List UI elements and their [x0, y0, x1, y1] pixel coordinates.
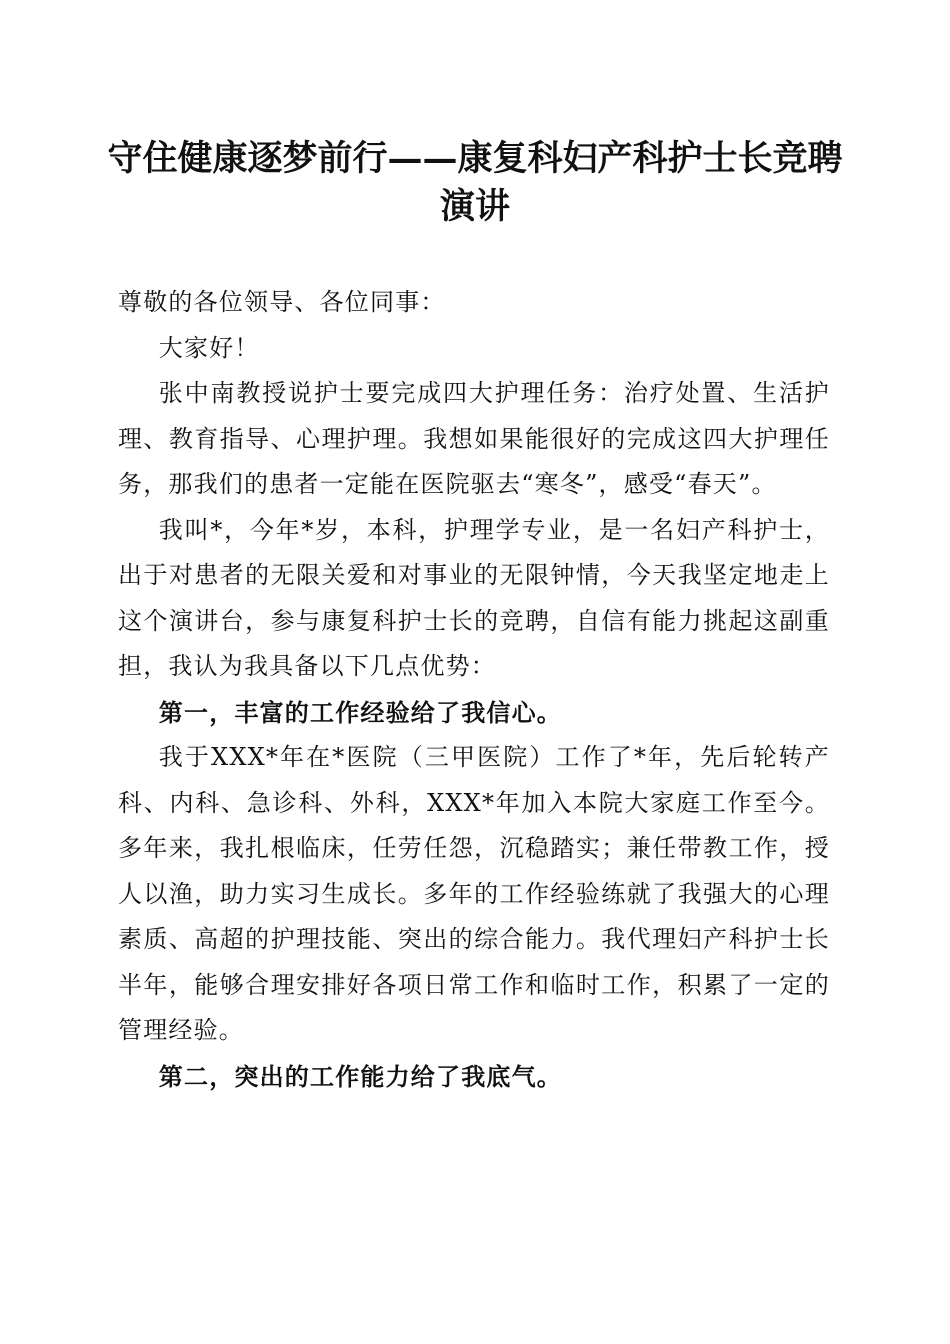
heading-first-advantage: 第一，丰富的工作经验给了我信心。 [158, 697, 562, 727]
document-title: 守住健康逐梦前行——康复科妇产科护士长竞聘演讲 [107, 138, 843, 227]
paragraph-greeting: 大家好！ [158, 333, 260, 362]
document-body [118, 280, 830, 1099]
paragraph-nursing-tasks: 张中南教授说护士要完成四大护理任务：治疗处置、生活护理、教育指导、心理护理。我想如果能很好的完成这四大护理任务，那我们的患者一定能在医院驱去“寒冬”，感受“春天”。 [118, 379, 830, 498]
paragraph-self-introduction: 我叫*，今年*岁，本科，护理学专业，是一名妇产科护士，出于对患者的无限关爱和对事业的无限钟情，今天我坚定地走上这个演讲台，参与康复科护士长的竞聘，自信有能力挑起这副重担，我认为我具备以下几点优势： [118, 515, 830, 680]
salutation: 尊敬的各位领导、各位同事： [118, 288, 446, 316]
heading-second-advantage: 第二，突出的工作能力给了我底气。 [158, 1061, 562, 1091]
paragraph-work-experience: 我于XXX*年在*医院（三甲医院）工作了*年，先后轮转产科、内科、急诊科、外科，XXX*年加入本院大家庭工作至今。多年来，我扎根临床，任劳任怨，沉稳踏实；兼任带教工作，授人以渔，助力实习生成长。多年的工作经验练就了我强大的心理素质、高超的护理技能、突出的综合能力。我代理妇产科护士长半年，能够合理安排好各项日常工作和临时工作，积累了一定的管理经验。 [118, 743, 830, 1044]
